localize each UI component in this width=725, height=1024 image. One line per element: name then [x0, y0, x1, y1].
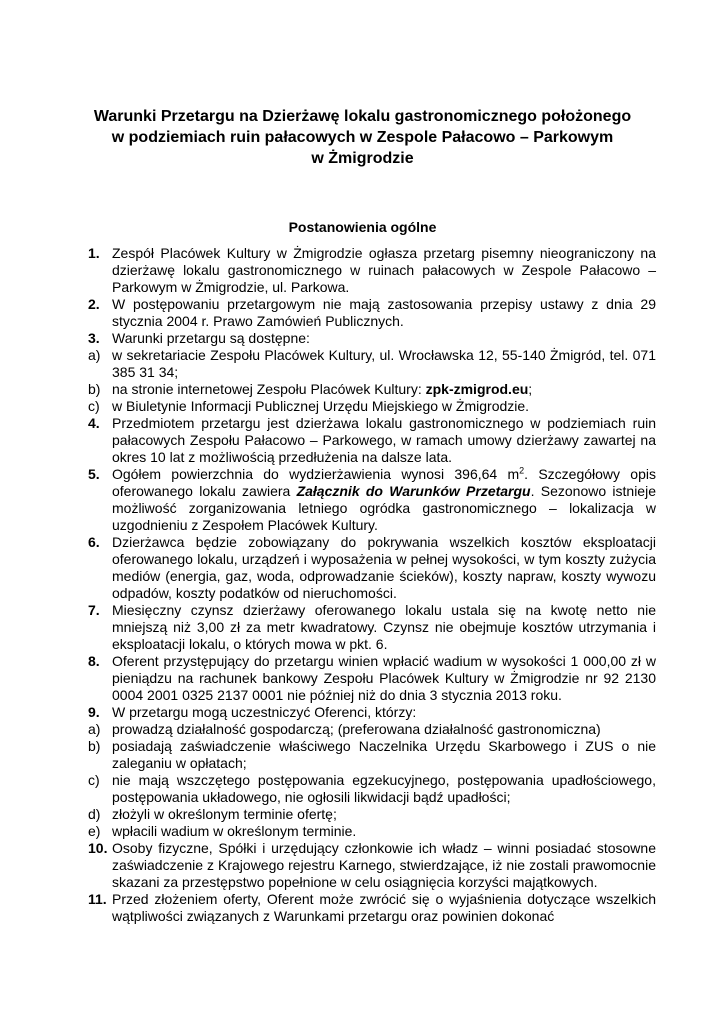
item-marker: 7. [88, 602, 100, 618]
list-item-2 [88, 296, 656, 330]
item-text-before: Ogółem powierzchnia do wydzierżawienia wynosi 396,64 m [112, 466, 520, 482]
item-text-before: na stronie internetowej Zespołu Placówek Kultury: [112, 381, 426, 397]
list-subitem-9c [88, 772, 656, 806]
item-text: w sekretariacie Zespołu Placówek Kultury, ul. Wrocławska 12, 55-140 Żmigród, tel. 071 385 31 34; [112, 347, 656, 380]
item-text: nie mają wszczętego postępowania egzekucyjnego, postępowania upadłościowego, postępowania układowego, nie ogłosili likwidacji bądź upadłości; [112, 772, 656, 805]
item-marker: 11. [88, 891, 107, 907]
item-text: złożyli w określonym terminie ofertę; [112, 806, 337, 822]
list-subitem-9b [88, 738, 656, 772]
list-subitem-9e [88, 823, 656, 840]
item-marker: 1. [88, 245, 100, 261]
item-text: Warunki przetargu są dostępne: [112, 330, 310, 346]
item-text: Przed złożeniem oferty, Oferent może zwrócić się o wyjaśnienia dotyczące wszelkich wątpliwości związanych z Warunkami przetargu oraz powinien dokonać [112, 891, 656, 924]
item-marker: 4. [88, 415, 100, 431]
item-text: Miesięczny czynsz dzierżawy oferowanego lokalu ustala się na kwotę netto nie mniejszą niż 3,00 zł za metr kwadratowy. Czynsz nie obejmuje kosztów utrzymania i eksploatacji lokalu, o których mowa w pkt. 6. [112, 602, 656, 652]
item-marker: 5. [88, 466, 100, 482]
item-text-after: ; [528, 381, 533, 397]
website-link[interactable]: zpk-zmigrod.eu [425, 381, 529, 397]
list-item-9 [88, 704, 656, 721]
provisions-list [88, 245, 656, 925]
title-line-3: w Żmigrodzie [311, 150, 414, 167]
superscript: 2 [519, 465, 525, 476]
list-subitem-9a [88, 721, 656, 738]
item-text: Oferent przystępujący do przetargu winien wpłacić wadium w wysokości 1 000,00 zł w pieniądzu na rachunek bankowy Zespołu Placówek Kultury w Żmigrodzie nr 92 2130 0004 2001 0325 2137 0001 nie później niż do dnia 3 stycznia 2013 roku. [112, 653, 656, 703]
item-text: Przedmiotem przetargu jest dzierżawa lokalu gastronomicznego w podziemiach ruin pałacowych Zespołu Pałacowo – Parkowego, w ramach umowy dzierżawy zawartej na okres 10 lat z możliwością przedłużenia na dalsze lata. [112, 415, 656, 465]
list-item-1 [88, 245, 656, 296]
list-item-5 [88, 466, 656, 534]
attachment-reference: Załącznik do Warunków Przetargu [296, 483, 531, 499]
item-marker: 3. [88, 330, 100, 346]
item-marker: 9. [88, 704, 100, 720]
item-text: posiadają zaświadczenie właściwego Naczelnika Urzędu Skarbowego i ZUS o nie zaleganiu w opłatach; [112, 738, 656, 771]
item-text [112, 466, 656, 534]
section-heading: Postanowienia ogólne [288, 219, 437, 235]
item-text: W przetargu mogą uczestniczyć Oferenci, którzy: [112, 704, 417, 720]
list-item-3 [88, 330, 656, 347]
item-text: prowadzą działalność gospodarczą; (preferowana działalność gastronomiczna) [112, 721, 601, 737]
list-item-10 [88, 840, 656, 891]
item-marker: b) [88, 738, 101, 754]
item-marker: e) [88, 823, 101, 839]
item-marker: a) [88, 721, 101, 737]
item-text-after: . Sezonowo istnieje możliwość zorganizowania letniego ogródka gastronomicznego – lokalizacja w uzgodnieniu z Zespołem Placówek Kultury. [112, 483, 656, 533]
list-item-11 [88, 891, 656, 925]
document-title [60, 106, 665, 169]
list-item-4 [88, 415, 656, 466]
title-line-2: w podziemiach ruin pałacowych w Zespole Pałacowo – Parkowym [111, 129, 614, 146]
item-marker: d) [88, 806, 101, 822]
item-text-mid: . Szczegółowy opis oferowanego lokalu zawiera [112, 466, 656, 499]
item-text: wpłacili wadium w określonym terminie. [112, 823, 357, 839]
list-item-8 [88, 653, 656, 704]
item-marker: 10. [88, 840, 108, 856]
list-subitem-3c [88, 398, 656, 415]
item-marker: a) [88, 347, 101, 363]
list-item-7 [88, 602, 656, 653]
item-text: w Biuletynie Informacji Publicznej Urzędu Miejskiego w Żmigrodzie. [112, 398, 530, 414]
list-subitem-3a [88, 347, 656, 381]
item-text: Dzierżawca będzie zobowiązany do pokrywania wszelkich kosztów eksploatacji oferowanego lokalu, urządzeń i wyposażenia w pełnej wysokości, w tym koszty zużycia mediów (energia, gaz, woda, odprowadzanie ścieków), koszty napraw, koszty wywozu odpadów, koszty podatków od nieruchomości. [112, 534, 656, 601]
item-marker: 8. [88, 653, 100, 669]
item-marker: c) [88, 772, 100, 788]
item-text: Zespół Placówek Kultury w Żmigrodzie ogłasza przetarg pisemny nieograniczony na dzierżawę lokalu gastronomicznego w ruinach pałacowych w Zespole Pałacowo – Parkowym w Żmigrodzie, ul. Parkowa. [112, 245, 656, 295]
item-marker: 2. [88, 296, 100, 312]
item-text [112, 381, 656, 398]
title-line-1: Warunki Przetargu na Dzierżawę lokalu gastronomicznego położonego [93, 108, 632, 125]
list-subitem-9d [88, 806, 656, 823]
item-marker: c) [88, 398, 100, 414]
list-item-6 [88, 534, 656, 602]
item-text: W postępowaniu przetargowym nie mają zastosowania przepisy ustawy z dnia 29 stycznia 2004 r. Prawo Zamówień Publicznych. [112, 296, 656, 329]
item-marker: b) [88, 381, 101, 397]
item-text: Osoby fizyczne, Spółki i urzędujący członkowie ich władz – winni posiadać stosowne zaświadczenie z Krajowego rejestru Karnego, stwierdzające, iż nie zostali prawomocnie skazani za przestępstwo popełnione w celu osiągnięcia korzyści majątkowych. [112, 840, 656, 890]
item-marker: 6. [88, 534, 100, 550]
list-subitem-3b [88, 381, 656, 398]
